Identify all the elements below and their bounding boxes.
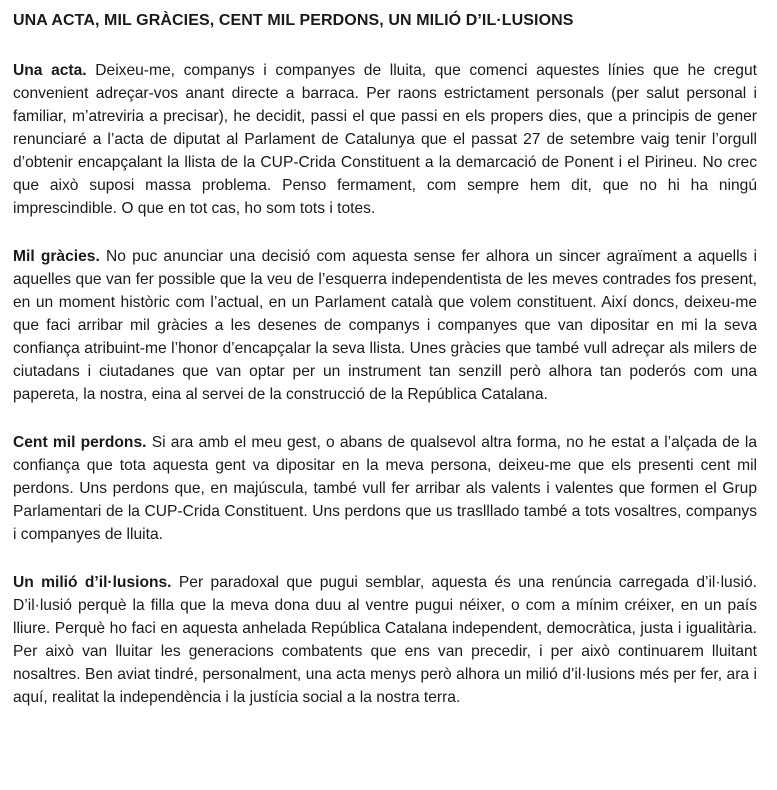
section-heading: Cent mil perdons. [13,434,147,451]
section-text: Deixeu-me, companys i companyes de lluita, que comenci aquestes línies que he cregut convenient adreçar-vos anant directe a barraca. Per raons estrictament personals (per salut personal i familiar, m’atreviria a precisar), he decidit, passi el que passi en els propers dies, que a principis de gener renunciaré a l’acta de diputat al Parlament de Catalunya que el passat 27 de setembre vaig tenir l’orgull d’obtenir encapçalant la llista de la CUP-Crida Constituent a la demarcació de Ponent i el Pirineu. No crec que això suposi massa problema. Penso fermament, com sempre hem dit, que no hi ha ningú imprescindible. O que en tot cas, ho som tots i totes. [13,62,757,217]
section-text: No puc anunciar una decisió com aquesta sense fer alhora un sincer agraïment a aquells i aquelles que van fer possible que la veu de l’esquerra independentista de les meves contrades fos present, en un moment històric com l’actual, en un Parlament català que volem constituent. Així doncs, deixeu-me que faci arribar mil gràcies a les desenes de companys i companyes que van dipositar en mi la seva confiança atribuint-me l’honor d’encapçalar la seva llista. Unes gràcies que també vull adreçar als milers de ciutadans i ciutadanes que van optar per un instrument tan senzill però alhora tan poderós com una papereta, la nostra, eina al servei de la construcció de la República Catalana. [13,248,757,403]
section-un-milio-dillusions [13,571,757,709]
section-una-acta [13,59,757,220]
section-heading: Mil gràcies. [13,248,100,265]
section-heading: Una acta. [13,62,87,79]
document-title: UNA ACTA, MIL GRÀCIES, CENT MIL PERDONS, UN MILIÓ D’IL·LUSIONS [13,12,574,29]
section-text: Si ara amb el meu gest, o abans de qualsevol altra forma, no he estat a l’alçada de la confiança que tota aquesta gent va dipositar en la meva persona, deixeu-me que els presenti cent mil perdons. Uns perdons que, en majúscula, també vull fer arribar als valents i valentes que formen el Grup Parlamentari de la CUP-Crida Constituent. Uns perdons que us traslllado també a tots vosaltres, companys i companyes de lluita. [13,434,757,543]
section-text: Per paradoxal que pugui semblar, aquesta és una renúncia carregada d’il·lusió. D’il·lusió perquè la filla que la meva dona duu al ventre pugui néixer, o com a mínim créixer, en un país lliure. Perquè ho faci en aquesta anhelada República Catalana independent, democràtica, justa i igualitària. Per això van lluitar les generacions combatents que ens van precedir, i per això continuarem lluitant nosaltres. Ben aviat tindré, personalment, una acta menys però alhora un milió d’il·lusions més per fer, ara i aquí, realitat la independència i la justícia social a la nostra terra. [13,574,757,706]
section-cent-mil-perdons [13,431,757,546]
section-mil-gracies [13,245,757,406]
section-heading: Un milió d’il·lusions. [13,574,172,591]
